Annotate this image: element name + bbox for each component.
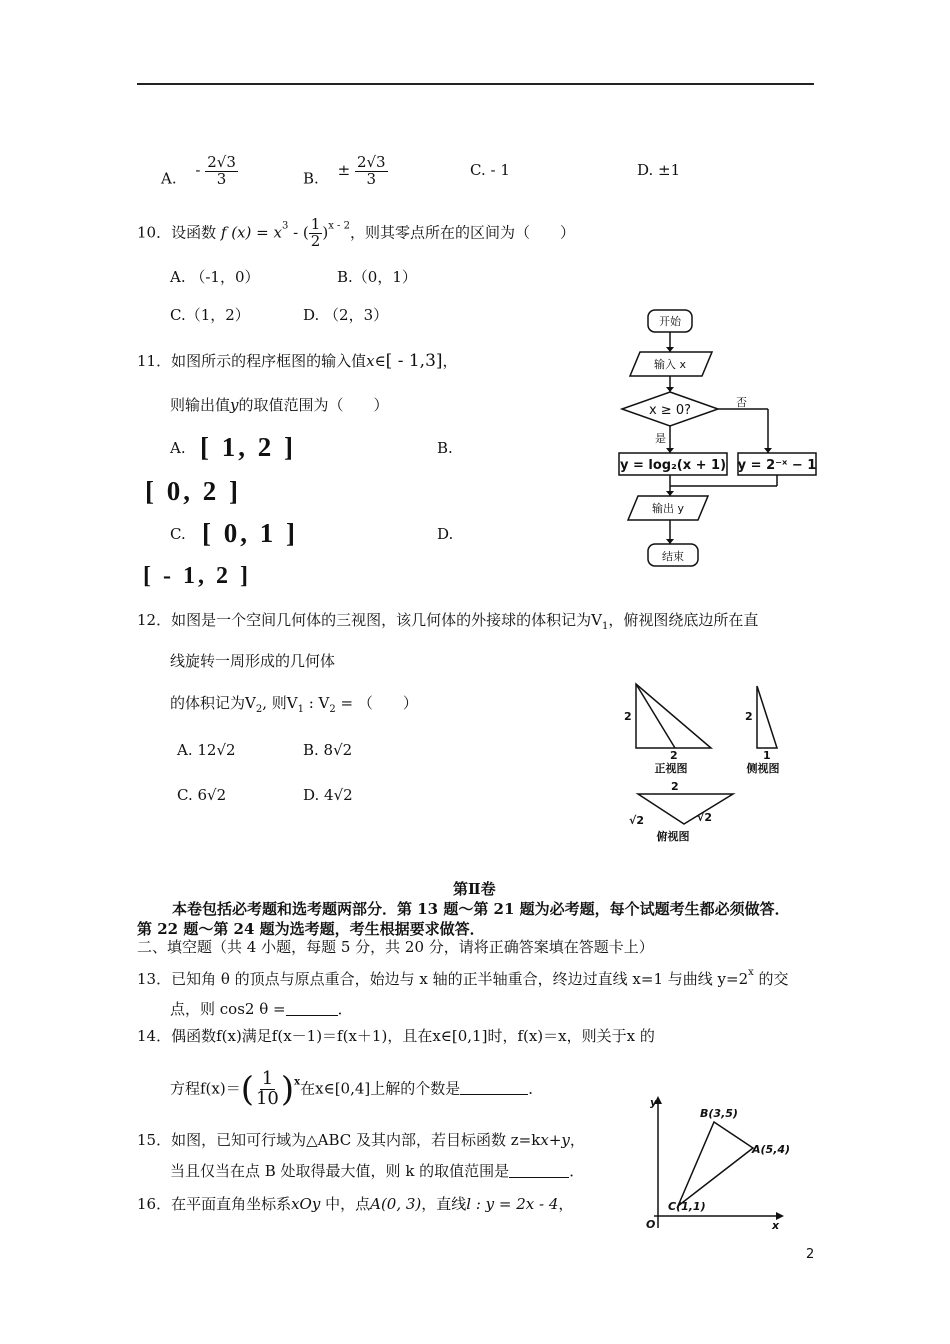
- top-view-triangle: [638, 794, 733, 824]
- flow-yes-label: 是: [655, 432, 666, 445]
- q10-option-c: C.（1，2）: [170, 306, 250, 324]
- flow-end-text: 结束: [662, 550, 684, 563]
- q13-answer-blank[interactable]: [286, 1002, 338, 1016]
- point-b-label: B(3,5): [700, 1107, 738, 1120]
- header-rule: [137, 83, 814, 85]
- point-a-label: A(5,4): [752, 1143, 790, 1156]
- q12-option-d: D. 4√2: [303, 786, 353, 804]
- q11-option-d-label: D.: [437, 525, 454, 543]
- q11-option-d: [ - 1, 2 ]: [143, 563, 251, 589]
- flow-start-text: 开始: [659, 315, 681, 328]
- flow-log-text: y = log₂(x + 1): [619, 458, 727, 473]
- part2-title: 第Ⅱ卷: [453, 880, 496, 898]
- q9-option-c: C. - 1: [470, 161, 510, 179]
- q12-stem-line3: 的体积记为$V_2$, 则$V_1$ : $V_2$ = （ ）: [170, 694, 418, 715]
- q11-stem-line2: 则输出值y的取值范围为（ ）: [170, 396, 389, 414]
- q10-option-b: B.（0，1）: [337, 268, 417, 286]
- flow-no-label: 否: [736, 396, 747, 409]
- q14-stem-line2: 方程f(x)＝( $\frac{1}{10}$ )$^x$在x∈[0,4]上解的个数是 ．: [170, 1068, 544, 1110]
- side-base-label: 1: [763, 749, 771, 762]
- top-width-label: 2: [671, 780, 679, 793]
- top-right-edge-label: √2: [697, 811, 712, 824]
- q9-option-a: A. - $\frac{2√3}{3}$: [161, 153, 236, 188]
- flowchart: [600, 296, 835, 578]
- q12-stem-line1: 12．如图是一个空间几何体的三视图，该几何体的外接球的体积记为$V_1$，俯视图绕底边所在直: [137, 611, 759, 632]
- origin-label: O: [646, 1218, 656, 1231]
- q12-option-c: C. 6√2: [177, 786, 227, 804]
- top-view-label: 俯视图: [656, 830, 690, 843]
- q14-stem-line1: 14．偶函数f(x)满足f(x－1)＝f(x＋1)，且在x∈[0,1]时，f(x)＝x，则关于x 的: [137, 1027, 655, 1045]
- top-left-edge-label: √2: [629, 814, 644, 827]
- q12-option-a: A. 12√2: [177, 741, 236, 759]
- q15-stem-line2: 当且仅当在点 B 处取得最大值，则 k 的取值范围是 ．: [170, 1162, 585, 1180]
- point-c-label: C(1,1): [668, 1200, 706, 1213]
- q15-stem-line1: 15．如图，已知可行域为△ABC 及其内部，若目标函数 z=kx+y，: [137, 1131, 585, 1149]
- flow-input-text: 输入 x: [653, 358, 687, 371]
- side-view-triangle: [757, 686, 777, 748]
- q10-option-d: D. （2，3）: [303, 306, 389, 324]
- front-view-triangle: [636, 684, 711, 748]
- feasible-region-graph: [640, 1092, 790, 1232]
- three-views-figure: [615, 676, 815, 846]
- q11-stem-line1: 11．如图所示的程序框图的输入值x∈[ - 1,3]，: [137, 351, 458, 371]
- q10-stem: 10．设函数 f $(x) = x^3$ - ( $\frac{1}{2}$ )$^{x - 2}$，则其零点所在的区间为（ ）: [137, 215, 575, 250]
- front-height-label: 2: [624, 710, 632, 723]
- part2-intro-line2: 第 22 题～第 24 题为选考题，考生根据要求做答．: [137, 920, 485, 938]
- flow-exp-text: y = 2⁻ˣ − 1: [737, 458, 817, 473]
- q12-option-b: B. 8√2: [303, 741, 353, 759]
- q11-option-c-label: C.: [170, 525, 186, 543]
- q13-stem-line2: 点，则 cos2 θ = ．: [170, 1000, 353, 1018]
- side-height-label: 2: [745, 710, 753, 723]
- side-view-label: 侧视图: [746, 762, 780, 775]
- q11-option-a-label: A.: [170, 439, 186, 457]
- x-axis-label: x: [772, 1219, 780, 1232]
- q9-option-b: B. ± $\frac{2√3}{3}$: [303, 153, 386, 188]
- triangle-abc: [678, 1122, 753, 1206]
- front-view-label: 正视图: [654, 762, 688, 775]
- q12-stem-line2: 线旋转一周形成的几何体: [170, 652, 336, 670]
- q11-option-b-label: B.: [437, 439, 453, 457]
- q9-option-d: D. ±1: [637, 161, 681, 179]
- front-base-label: 2: [670, 749, 678, 762]
- flow-output-text: 输出 y: [651, 502, 685, 515]
- part2-intro-line1: 本卷包括必考题和选考题两部分．第 13 题～第 21 题为必考题，每个试题考生都必须做答．: [172, 900, 790, 918]
- y-axis-label: y: [650, 1096, 658, 1109]
- q10-option-a: A. （-1，0）: [170, 268, 260, 286]
- fill-in-section-heading: 二、填空题（共 4 小题，每题 5 分，共 20 分，请将正确答案填在答题卡上）: [137, 938, 654, 956]
- q13-stem-line1: 13．已知角 θ 的顶点与原点重合，始边与 x 轴的正半轴重合，终边过直线 x=1 与曲线 $y=2^x$ 的交: [137, 967, 789, 988]
- q16-stem-line1: 16．在平面直角坐标系xOy 中，点A(0, 3)，直线l : y = 2x - 4，: [137, 1195, 574, 1213]
- q11-option-a: [ 1, 2 ]: [200, 432, 296, 462]
- flow-condition-text: x ≥ 0?: [648, 403, 692, 418]
- q15-answer-blank[interactable]: [509, 1164, 569, 1178]
- q11-option-c: [ 0, 1 ]: [202, 518, 298, 548]
- q14-answer-blank[interactable]: [460, 1081, 528, 1095]
- page-number: 2: [806, 1247, 815, 1262]
- q11-option-b: [ 0, 2 ]: [145, 476, 241, 506]
